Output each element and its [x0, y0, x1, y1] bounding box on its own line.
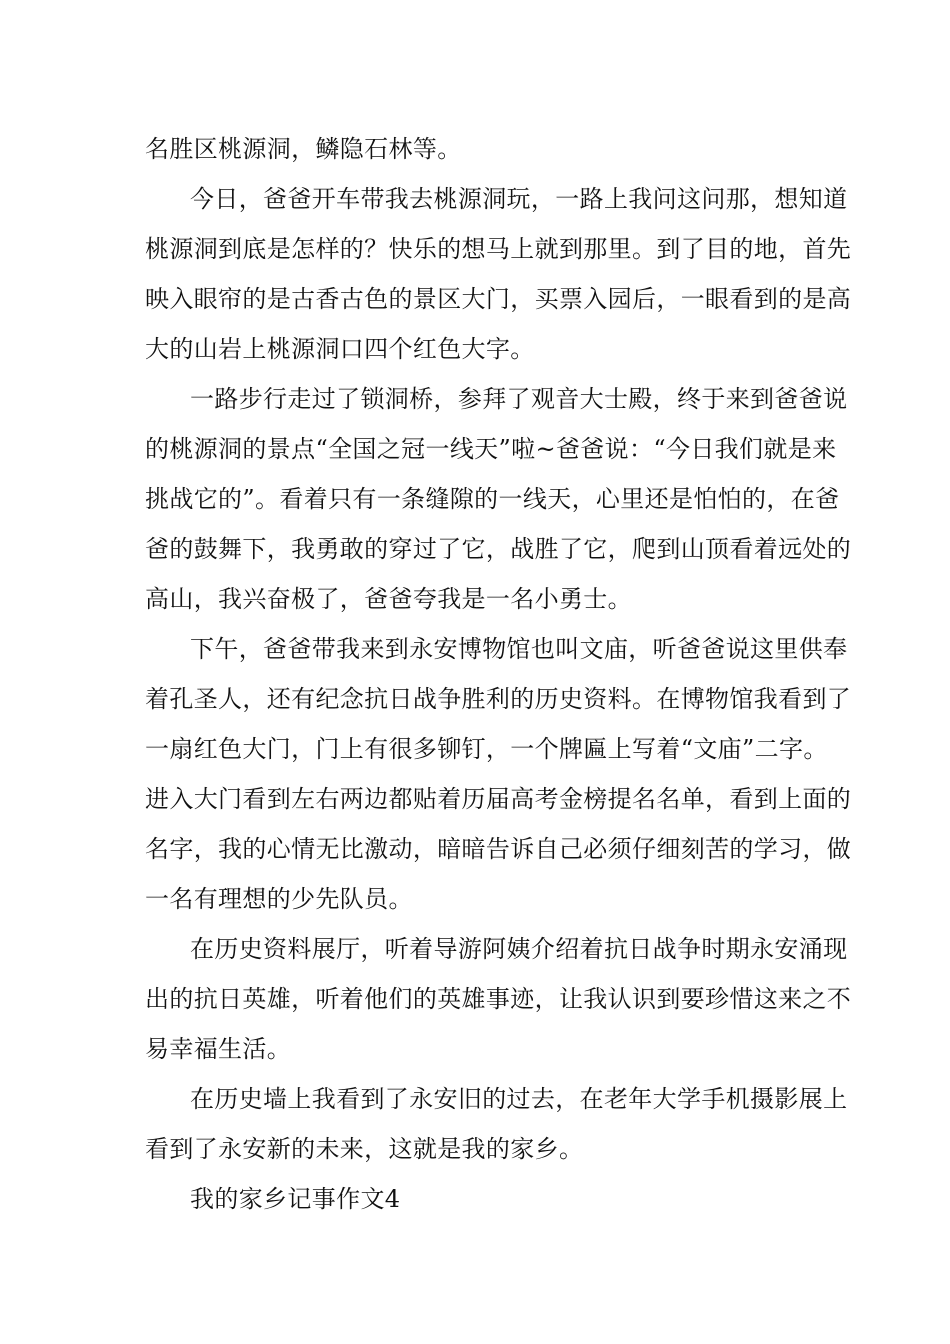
text-line: 映入眼帘的是古香古色的景区大门，买票入园后，一眼看到的是高: [145, 285, 852, 313]
text-line: 着孔圣人，还有纪念抗日战争胜利的历史资料。在博物馆我看到了: [145, 685, 852, 713]
paragraph-first-line: 在历史墙上我看到了永安旧的过去，在老年大学手机摄影展上: [190, 1085, 848, 1113]
text-line: 名胜区桃源洞，鳞隐石林等。: [145, 135, 462, 163]
text-line: 挑战它的”。看着只有一条缝隙的一线天，心里还是怕怕的，在爸: [145, 485, 840, 513]
text-line: 看到了永安新的未来，这就是我的家乡。: [145, 1135, 584, 1163]
paragraph-first-line: 下午，爸爸带我来到永安博物馆也叫文庙，听爸爸说这里供奉: [190, 635, 848, 663]
text-line: 出的抗日英雄，听着他们的英雄事迹，让我认识到要珍惜这来之不: [145, 985, 852, 1013]
paragraph-first-line: 一路步行走过了锁洞桥，参拜了观音大士殿，终于来到爸爸说: [190, 385, 848, 413]
text-line: 名字，我的心情无比激动，暗暗告诉自己必须仔细刻苦的学习，做: [145, 835, 852, 863]
text-line: 爸的鼓舞下，我勇敢的穿过了它，战胜了它，爬到山顶看着远处的: [145, 535, 852, 563]
text-line: 桃源洞到底是怎样的？快乐的想马上就到那里。到了目的地，首先: [145, 235, 852, 263]
text-line: 易幸福生活。: [145, 1035, 292, 1063]
text-line: 大的山岩上桃源洞口四个红色大字。: [145, 335, 535, 363]
paragraph-first-line: 今日，爸爸开车带我去桃源洞玩，一路上我问这问那，想知道: [190, 185, 848, 213]
paragraph-first-line: 在历史资料展厅，听着导游阿姨介绍着抗日战争时期永安涌现: [190, 935, 848, 963]
text-line: 一扇红色大门，门上有很多铆钉，一个牌匾上写着“文庙”二字。: [145, 735, 828, 763]
section-heading: 我的家乡记事作文4: [190, 1185, 401, 1213]
text-line: 进入大门看到左右两边都贴着历届高考金榜提名名单，看到上面的: [145, 785, 852, 813]
text-line: 一名有理想的少先队员。: [145, 885, 413, 913]
text-line: 高山，我兴奋极了，爸爸夸我是一名小勇士。: [145, 585, 632, 613]
text-line: 的桃源洞的景点“全国之冠一线天”啦~爸爸说：“今日我们就是来: [145, 435, 837, 463]
